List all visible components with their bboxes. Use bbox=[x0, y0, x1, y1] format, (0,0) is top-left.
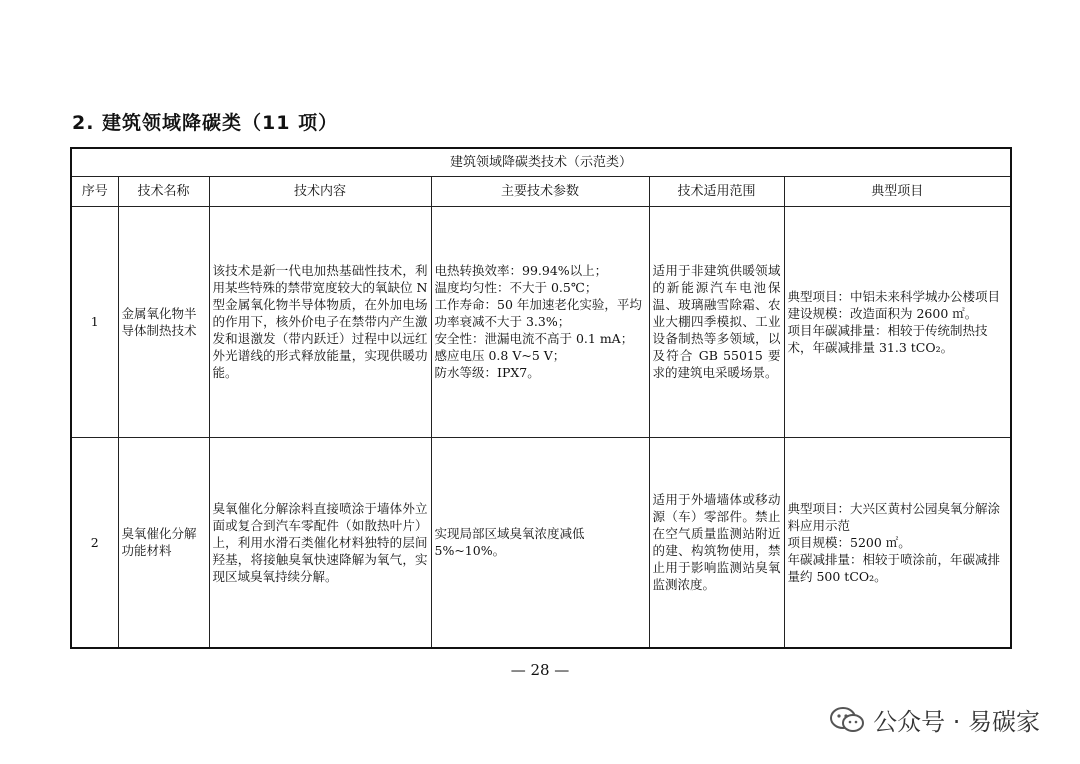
cell-project bbox=[784, 437, 1011, 648]
header-name: 技术名称 bbox=[118, 176, 209, 206]
param-line: 温度均匀性：不大于 0.5℃； bbox=[434, 280, 598, 296]
technology-table bbox=[70, 147, 1012, 649]
section-heading: 2. 建筑领域降碳类（11 项） bbox=[72, 112, 339, 134]
cell-content: 臭氧催化分解涂料直接喷涂于墙体外立面或复合到汽车零配件（如散热叶片）上，利用水滑石类催化材料独特的层间羟基，将接触臭氧快速降解为氧气，实现区域臭氧持续分解。 bbox=[209, 437, 431, 648]
cell-content: 该技术是新一代电加热基础性技术，利用某些特殊的禁带宽度较大的氧缺位 N 型金属氧化物半导体物质，在外加电场的作用下，核外价电子在禁带内产生激发和退激发（带内跃迁）过程中以远红外光谱线的形式释放能量，实现供暖功能。 bbox=[209, 206, 431, 437]
cell-params bbox=[431, 206, 649, 437]
header-no: 序号 bbox=[71, 176, 118, 206]
cell-params bbox=[431, 437, 649, 648]
header-params: 主要技术参数 bbox=[431, 176, 649, 206]
page-number: — 28 — bbox=[510, 661, 570, 679]
table-title: 建筑领域降碳类技术（示范类） bbox=[71, 148, 1011, 176]
cell-no: 2 bbox=[71, 437, 118, 648]
param-line: 防水等级：IPX7。 bbox=[434, 365, 540, 381]
cell-name: 臭氧催化分解功能材料 bbox=[118, 437, 209, 648]
project-line: 项目规模：5200 ㎡。 bbox=[787, 534, 911, 550]
cell-name: 金属氧化物半导体制热技术 bbox=[118, 206, 209, 437]
header-project: 典型项目 bbox=[784, 176, 1011, 206]
table-header-row bbox=[71, 176, 1011, 206]
param-line: 实现局部区域臭氧浓度减低 5%~10%。 bbox=[434, 526, 585, 559]
cell-project bbox=[784, 206, 1011, 437]
watermark bbox=[829, 702, 1040, 737]
param-line: 安全性：泄漏电流不高于 0.1 mA；感应电压 0.8 V~5 V； bbox=[434, 331, 634, 364]
cell-scope: 适用于非建筑供暖领域的新能源汽车电池保温、玻璃融雪除霜、农业大棚四季模拟、工业设备制热等多领域，以及符合 GB 55015 要求的建筑电采暖场景。 bbox=[649, 206, 784, 437]
project-line: 项目年碳减排量：相较于传统制热技术，年碳减排量 31.3 tCO₂。 bbox=[787, 322, 988, 355]
project-line: 典型项目：大兴区黄村公园臭氧分解涂料应用示范 bbox=[787, 500, 1001, 533]
param-line: 工作寿命：50 年加速老化实验，平均功率衰减不大于 3.3%； bbox=[434, 297, 642, 330]
table-row bbox=[71, 206, 1011, 437]
header-scope: 技术适用范围 bbox=[649, 176, 784, 206]
project-line: 年碳减排量：相较于喷涂前，年碳减排量约 500 tCO₂。 bbox=[787, 551, 1001, 584]
project-line: 建设规模：改造面积为 2600 ㎡。 bbox=[787, 305, 978, 321]
watermark-text: 公众号 · 易碳家 bbox=[873, 708, 1040, 736]
param-line: 电热转换效率：99.94%以上； bbox=[434, 263, 608, 279]
wechat-icon bbox=[829, 706, 865, 734]
header-content: 技术内容 bbox=[209, 176, 431, 206]
cell-scope: 适用于外墙墙体或移动源（车）零部件。禁止在空气质量监测站附近的建、构筑物使用，禁止用于影响监测站臭氧监测浓度。 bbox=[649, 437, 784, 648]
project-line: 典型项目：中铝未来科学城办公楼项目 bbox=[787, 288, 1001, 304]
table-title-row bbox=[71, 148, 1011, 176]
table-row bbox=[71, 437, 1011, 648]
cell-no: 1 bbox=[71, 206, 118, 437]
